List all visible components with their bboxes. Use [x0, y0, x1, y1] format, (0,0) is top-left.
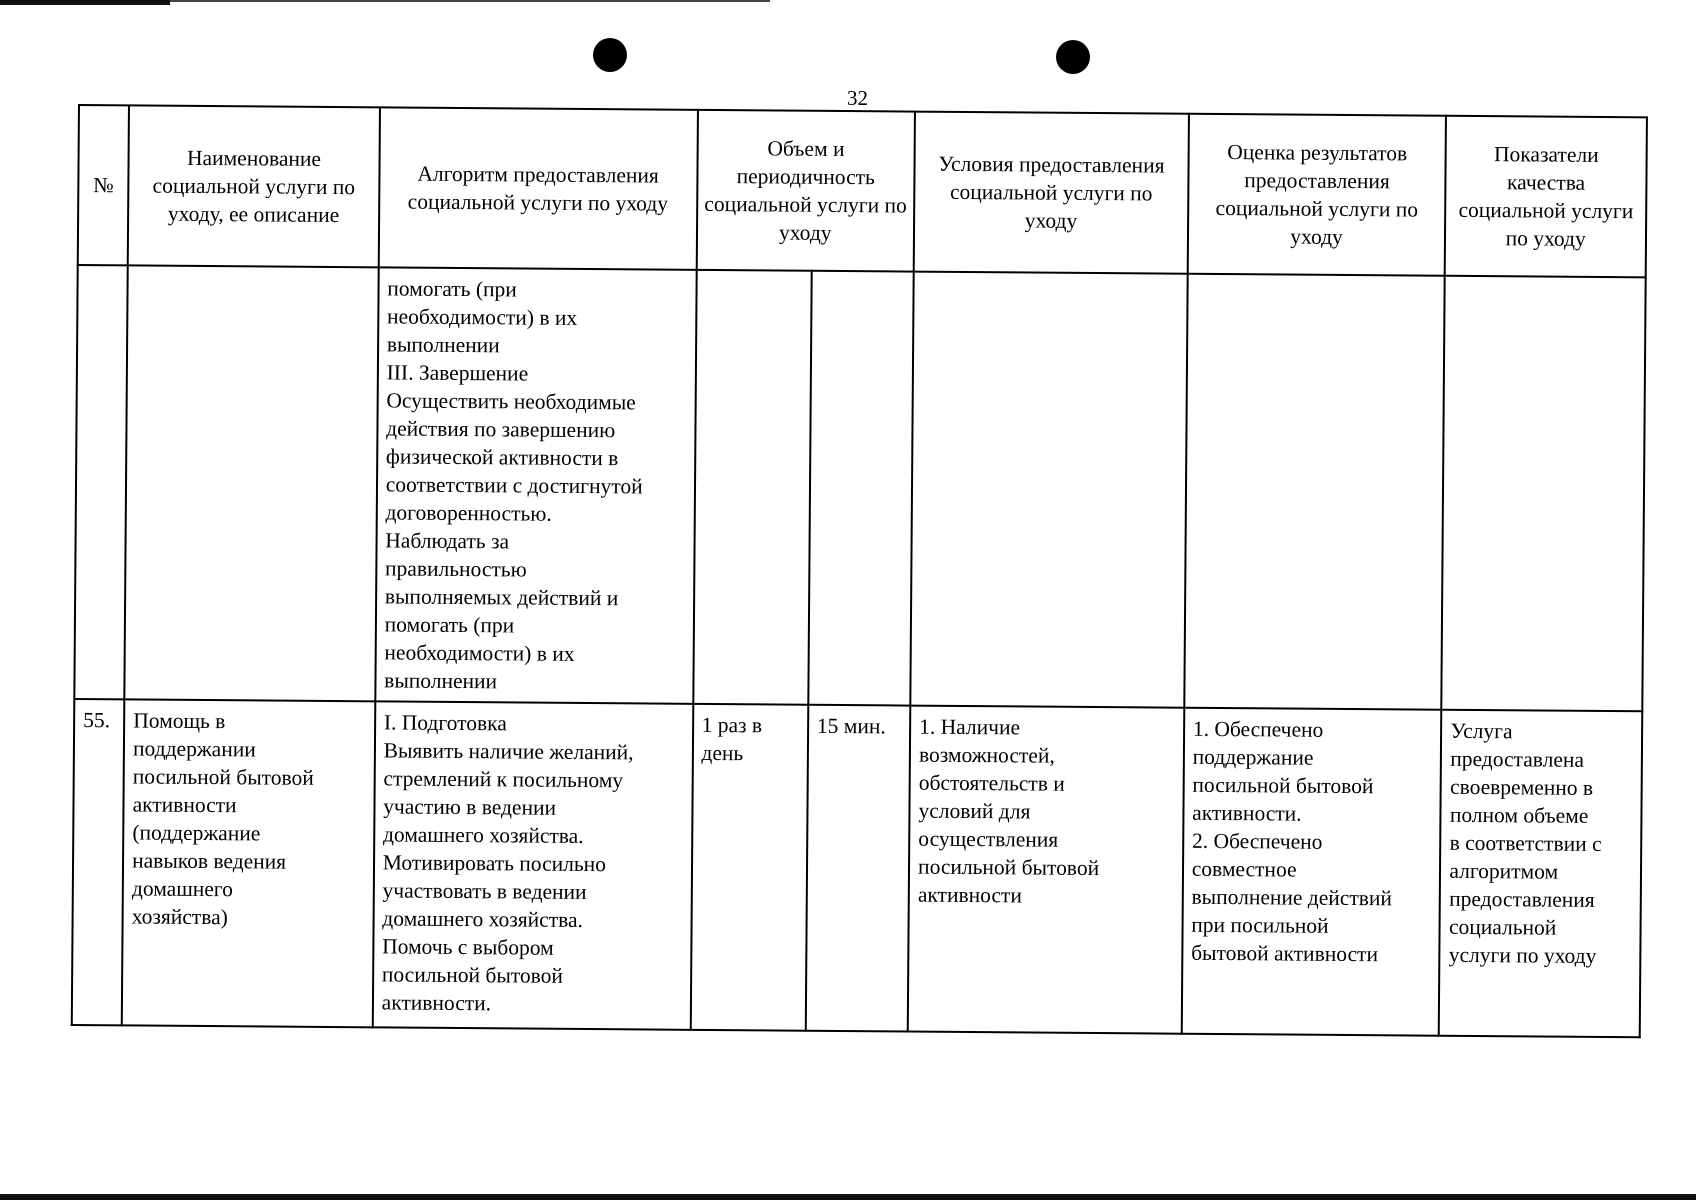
services-table: [71, 104, 1648, 1038]
cell-row-number: 55.: [72, 699, 125, 1025]
table-header-row: [78, 105, 1647, 277]
cell-no-empty: [74, 265, 128, 699]
table-row-continuation: [74, 265, 1645, 711]
cell-volume-empty: [693, 270, 812, 705]
cell-quality-empty: [1442, 276, 1646, 712]
cell-name-empty: [124, 265, 378, 701]
punch-hole-left: [593, 38, 627, 72]
cell-conditions: 1. Наличие возможностей, обстоятельств и условий для осуществления посильной бытовой активности: [908, 706, 1184, 1034]
cell-duration: 15 мин.: [806, 705, 911, 1032]
cell-service-name: Помощь в поддержании посильной бытовой активности (поддержание навыков ведения домашнего хозяйства): [122, 699, 375, 1027]
header-conditions: Условия предоставления социальной услуги по уходу: [914, 112, 1189, 274]
cell-duration-empty: [808, 271, 914, 706]
punch-hole-right: [1056, 40, 1090, 74]
header-algorithm: Алгоритм предоставления социальной услуги по уходу: [378, 107, 697, 269]
cell-evaluation-empty: [1184, 274, 1445, 710]
cell-algorithm-continued: помогать (при необходимости) в их выполнении III. Завершение Осуществить необходимые действия по завершению физической активности в соответствии с достигнутой договоренностью. Наблюдать за правильностью выполняемых действий и помогать (при необходимости) в их выполнении: [375, 267, 696, 703]
scan-edge-top: [0, 0, 170, 5]
scan-edge-bottom: [0, 1194, 1696, 1200]
header-evaluation: Оценка результатов предоставления социальной услуги по уходу: [1187, 114, 1446, 276]
header-quality: Показатели качества социальной услуги по уходу: [1445, 116, 1647, 278]
header-service-name: Наименование социальной услуги по уходу, ее описание: [128, 105, 380, 267]
cell-algorithm: I. Подготовка Выявить наличие желаний, стремлений к посильному участию в ведении домашнего хозяйства. Мотивировать посильно участвовать в ведении домашнего хозяйства. Помочь с выбором посильной бытовой активности.: [373, 701, 693, 1029]
table-row-55: [72, 699, 1643, 1037]
cell-quality: Услуга предоставлена своевременно в полном объеме в соответствии с алгоритмом предоставления социальной услуги по уходу: [1439, 710, 1642, 1038]
cell-conditions-empty: [910, 272, 1187, 708]
cell-evaluation: 1. Обеспечено поддержание посильной бытовой активности. 2. Обеспечено совместное выполнение действий при посильной бытовой активности: [1181, 708, 1441, 1036]
header-volume: Объем и периодичность социальной услуги по уходу: [696, 110, 915, 272]
header-no: №: [78, 105, 129, 265]
scan-edge-top-line: [170, 0, 770, 2]
cell-volume: 1 раз в день: [690, 704, 808, 1031]
page-number: 32: [847, 86, 868, 110]
